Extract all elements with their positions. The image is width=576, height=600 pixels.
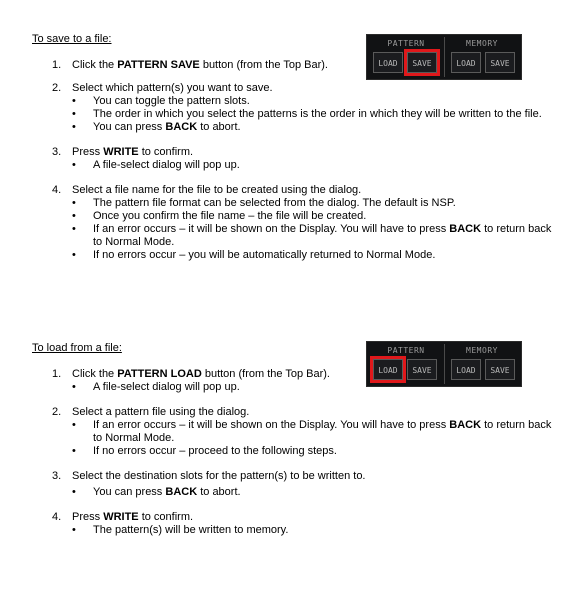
top-bar-panel-load	[366, 341, 522, 387]
pattern-group-label: PATTERN	[387, 346, 425, 355]
step	[32, 470, 552, 499]
step-number: 3.	[52, 470, 62, 482]
panel-divider	[444, 37, 445, 77]
step	[32, 146, 552, 172]
step-text: Select the destination slots for the pattern(s) to be written to.	[72, 470, 366, 482]
memory-group-label: MEMORY	[466, 39, 498, 48]
section-heading: To save to a file:	[32, 33, 112, 45]
step-text: Press WRITE to confirm.	[72, 146, 194, 158]
list-item: • If an error occurs – it will be shown on the Display. You will have to press BACK to return back to Normal Mode.	[72, 419, 552, 444]
list-item: • Once you confirm the file name – the file will be created.	[72, 210, 367, 222]
pattern-save-button[interactable]: SAVE	[407, 359, 437, 380]
pattern-save-button[interactable]: SAVE	[407, 52, 437, 73]
step	[32, 82, 552, 134]
memory-save-button[interactable]: SAVE	[485, 52, 515, 73]
step	[32, 184, 552, 262]
step-number: 2.	[52, 82, 62, 94]
top-bar-panel-save	[366, 34, 522, 80]
step-text: Click the PATTERN SAVE button (from the Top Bar).	[72, 59, 328, 71]
step-text: Select a pattern file using the dialog.	[72, 406, 250, 418]
list-item: • The order in which you select the patterns is the order in which they will be written to the file.	[72, 108, 542, 120]
list-item: • You can press BACK to abort.	[72, 486, 241, 498]
step-number: 3.	[52, 146, 62, 158]
step-text: Select a file name for the file to be created using the dialog.	[72, 184, 362, 196]
step-number: 1.	[52, 59, 62, 71]
step-text: Select which pattern(s) you want to save.	[72, 82, 273, 94]
step-text: Click the PATTERN LOAD button (from the Top Bar).	[72, 368, 330, 380]
list-item: • You can press BACK to abort.	[72, 121, 241, 133]
memory-group-label: MEMORY	[466, 346, 498, 355]
list-item: • You can toggle the pattern slots.	[72, 95, 250, 107]
list-item: • A file-select dialog will pop up.	[72, 381, 240, 393]
memory-load-button[interactable]: LOAD	[451, 359, 481, 380]
list-item: • If no errors occur – proceed to the following steps.	[72, 445, 337, 457]
step	[32, 511, 552, 537]
list-item: • If no errors occur – you will be automatically returned to Normal Mode.	[72, 249, 436, 261]
list-item: • A file-select dialog will pop up.	[72, 159, 240, 171]
step-number: 1.	[52, 368, 62, 380]
step	[32, 406, 552, 458]
list-item: • The pattern(s) will be written to memory.	[72, 524, 289, 536]
pattern-load-button[interactable]: LOAD	[373, 359, 403, 380]
pattern-group-label: PATTERN	[387, 39, 425, 48]
panel-divider	[444, 344, 445, 384]
step-number: 4.	[52, 511, 62, 523]
section-heading: To load from a file:	[32, 342, 122, 354]
list-item: • The pattern file format can be selected from the dialog. The default is NSP.	[72, 197, 456, 209]
memory-save-button[interactable]: SAVE	[485, 359, 515, 380]
list-item: • If an error occurs – it will be shown on the Display. You will have to press BACK to return back to Normal Mode.	[72, 223, 552, 248]
pattern-load-button[interactable]: LOAD	[373, 52, 403, 73]
memory-load-button[interactable]: LOAD	[451, 52, 481, 73]
step-text: Press WRITE to confirm.	[72, 511, 194, 523]
step-number: 2.	[52, 406, 62, 418]
step-number: 4.	[52, 184, 62, 196]
